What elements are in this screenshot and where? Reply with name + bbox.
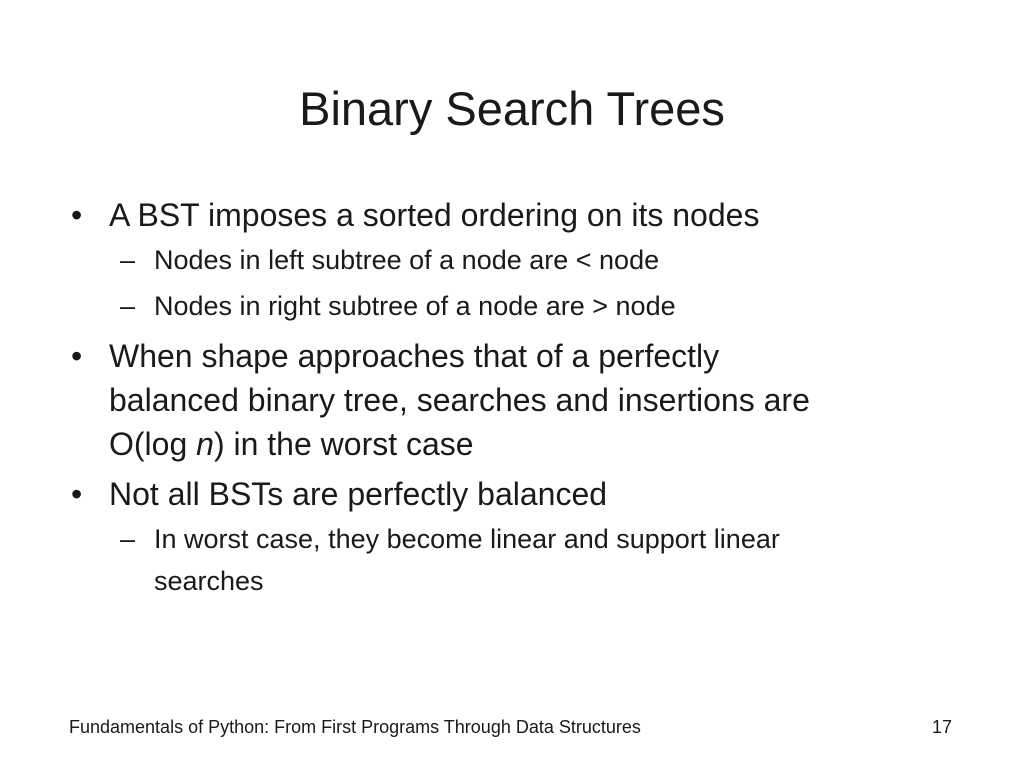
sub-bullet-item-worst-case [109,518,968,602]
bullet-text-line-3 [109,422,968,466]
sub-bullet-text: Nodes in right subtree of a node are > node [154,291,676,321]
footer-course-title: Fundamentals of Python: From First Programs Through Data Structures [69,717,641,737]
sub-bullet-list [109,239,968,328]
bullet-marker: • [71,476,83,512]
bullet-item-bst-ordering [68,193,968,328]
bullet-item-not-balanced [68,472,968,602]
bullet-marker: • [71,338,83,374]
sub-bullet-text: Nodes in left subtree of a node are < node [154,245,660,275]
bullet-item-balanced-shape [68,334,968,466]
bullet-text: Not all BSTs are perfectly balanced [109,476,608,512]
bullet-marker: • [71,197,83,233]
page-number: 17 [931,717,952,737]
complexity-prefix: O(log [109,426,197,462]
dash-marker: – [120,291,136,321]
sub-bullet-text-line-2: searches [154,566,264,596]
sub-bullet-list [109,518,968,602]
complexity-suffix: ) in the worst case [213,426,474,462]
sub-bullet-item-right-subtree [109,285,968,328]
complexity-variable: n [196,426,214,462]
bullet-text: A BST imposes a sorted ordering on its nodes [109,197,760,233]
bullet-list [68,193,968,608]
dash-marker: – [120,245,136,275]
sub-bullet-item-left-subtree [109,239,968,282]
slide-title: Binary Search Trees [299,82,725,135]
dash-marker: – [120,524,136,554]
sub-bullet-text-line-1: In worst case, they become linear and support linear [154,524,780,554]
bullet-text-line-2: balanced binary tree, searches and insertions are [109,382,810,418]
bullet-text-line-1: When shape approaches that of a perfectly [109,338,720,374]
